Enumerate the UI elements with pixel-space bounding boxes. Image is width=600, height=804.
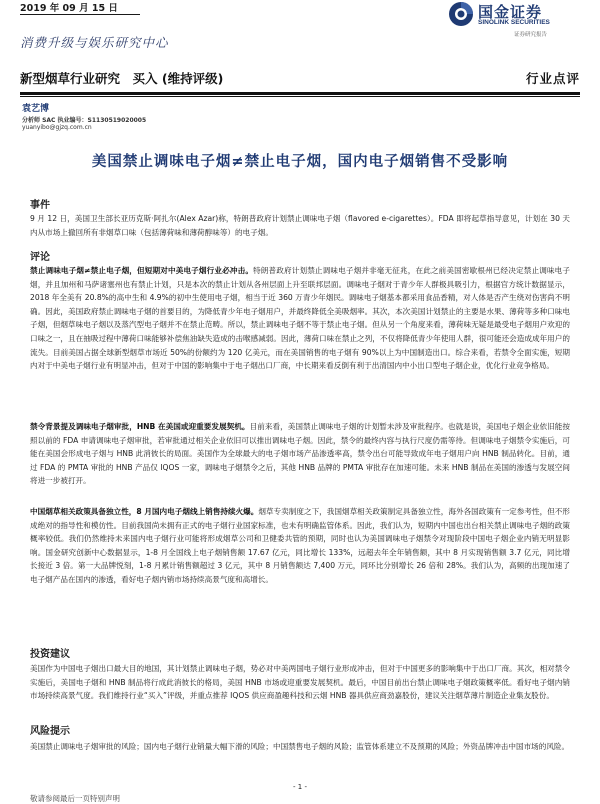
brand-logo-icon	[448, 1, 474, 27]
footer-disclaimer: 敬请参阅最后一页特别声明	[30, 794, 120, 803]
main-title: 美国禁止调味电子烟≠禁止电子烟，国内电子烟销售不受影响	[91, 154, 509, 170]
header-rule-thick	[20, 92, 580, 95]
brand-tagline: 证券研究报告	[514, 32, 548, 38]
paragraph-1-body: 特朗普政府计划禁止调味电子烟并非毫无征兆，在此之前美国密歇根州已经决定禁止调味电子烟，并且加州和马萨诸塞州也有禁止计划，只是本次的禁止计划从各州层面上升至联邦层面。调味电子烟对于青少年人群极具吸引力，根据官方统计数据显示，2018 年全美有 20.8%的高中生和 4.9%的初中生使用电子烟，相当于近 360 万青少年烟民。调味电子烟基本都采用食品香精，对人体是否产生绕对伤害尚不明确。因此，美国政府禁止调味电子烟的首要目的，为降低青少年电子烟用户，并最终降低全美吸烟率。其次，本次美国计划禁止的主要是水果、薄荷等多种口味电子烟，但烟草味电子烟以及蒸汽型电子烟并不在禁止范畴。所以，禁止调味电子烟不等于禁止电子烟。但从另一个角度来看，薄荷味无疑是最受电子烟用户欢迎的口味之一，且在抽吸过程中薄荷口味能够补偿焦油缺失造成的击喉感减弱。因此，薄荷口味在禁止之列，不仅将降低青少年使用人群，很可能还会造成成年用户的流失。目前美国占据全球新型烟草市场近 50%的份额约为 120 亿美元，而在美国销售的电子烟有 90%以上为中国制造出口。综合来看，若禁令全面实施，短期内对于中美电子烟行业有明显冲击，但对于中国的影响集中于电子烟出口厂商，中长期来看反倒有利于出清国内中小出口型电子烟企业，优化行业竞争格局。	[30, 266, 571, 371]
risk-paragraph: 美国禁止调味电子烟审批的风险；国内电子烟行业销量大幅下滑的风险；中国禁售电子烟的风险；监管体系建立不及预期的风险；外资品牌冲击中国市场的风险。	[30, 742, 570, 751]
comment-paragraph-2	[30, 420, 570, 488]
analyst-name: 袁艺博	[22, 104, 50, 114]
investment-paragraph: 美国作为中国电子烟出口最大目的地国，其计划禁止调味电子烟，势必对中美两国电子烟行业形成冲击，但对于中国更多的影响集中于出口厂商。其次，相对禁令实施后，美国电子烟和 HNB 制品将行成此消彼长的格局，美国 HNB 市场或迎重要发展契机。最后，中国目前出台禁止调味电子烟政策概率低。看好电子烟内销市场持续高景气度。我们维持行业“买入”评级，并重点推荐 IQOS 供应商盈趣科技和云烟 HNB 器具供应商劲嘉股份，建议关注烟草薄片制造企业集友股份。	[30, 664, 570, 701]
report-title: 新型烟草行业研究 买入 (维持评级)	[20, 71, 224, 86]
analyst-email[interactable]: yuanyibo@gjzq.com.cn	[22, 124, 92, 131]
paragraph-3-body: 烟草专卖制度之下，我国烟草相关政策制定具备独立性，海外各国政策有一定参考性，但不形成绝对的指导性和模仿性。目前我国尚未拥有正式的电子烟行业国家标准，也未有明确监管体系。因此，我们认为，短期内中国也出台相关禁止调味电子烟的政策概率较低。我们仍然维持未来国内电子烟行业可能将形成烟草公司和卫健委共管的预期，同时也认为美国调味电子烟禁令对现阶段中国电子烟企业内销无明显影响。国金研究创新中心数据显示，1-8 月全国线上电子烟销售额 17.67 亿元，同比增长 133%，远超去年全年销售额，其中 8 月实现销售额 3.7 亿元，同比增长接近 3 倍。第一大品牌悦刻，1-8 月累计销售额超过 3 亿元，其中 8 月销售额达 7,400 万元，同环比分别增长 26 倍和 28%。我们认为，高频的出现加速了电子烟产品在国内的渗透，看好电子烟内销市场持续高景气度和高增长。	[30, 507, 570, 584]
brand-name-en: SINOLINK SECURITIES	[478, 19, 550, 26]
analyst-cert: 分析师 SAC 执业编号：S1130519020005	[22, 117, 147, 124]
brand-logo	[448, 1, 588, 43]
report-date: 2019 年 09 月 15 日	[20, 3, 118, 14]
comment-paragraph-1	[30, 264, 570, 373]
research-center: 消费升级与娱乐研究中心	[20, 35, 169, 50]
page-number: - 1 -	[293, 783, 307, 791]
brand-name-cn: 国金证券	[478, 3, 543, 21]
paragraph-2-body: 目前来看，美国禁止调味电子烟的计划暂未涉及审批程序。也就是说，美国电子烟企业依旧能按照以前的 FDA 申请调味电子烟审批，若审批通过相关企业依旧可以推出调味电子烟。因此，禁令的最终内容与执行尺度仍需等待。但调味电子烟禁令实施后，可能在美国会形成电子烟与 HNB 此消彼长的局面。美国作为全球最大的电子烟市场产品渗透率高，禁令出台可能导致成年电子烟用户向 HNB 制品转化。目前，通过 FDA 的 PMTA 审批的 HNB 产品仅 IQOS 一家，调味电子烟禁令之后，其他 HNB 品牌的 PMTA 审批存在加速可能。未来 HNB 制品在美国的渗透与发展空间将进一步被打开。	[30, 422, 571, 486]
header-rule-thin	[20, 96, 580, 97]
event-paragraph: 9 月 12 日，美国卫生部长亚历克斯·阿扎尔(Alex Azar)称，特朗普政府计划禁止调味电子烟（flavored e-cigarettes）。FDA 即将起草指导意见，计划在 30 天内从市场上撤回所有非烟草口味（包括薄荷味和薄荷醇味等）的电子烟。	[30, 214, 570, 237]
paragraph-3-lead: 中国烟草相关政策具备独立性，8 月国内电子烟线上销售持续火爆。	[30, 507, 259, 516]
section-title-investment: 投资建议	[30, 649, 70, 660]
paragraph-1-lead: 禁止调味电子烟≠禁止电子烟，但短期对中美电子烟行业必冲击。	[30, 266, 254, 275]
paragraph-2-lead: 禁令背景提及调味电子烟审批，HNB 在美国或迎重要发展契机。	[30, 422, 250, 431]
section-title-comment: 评论	[30, 252, 50, 263]
report-header-bar	[20, 66, 580, 88]
section-title-risk: 风险提示	[30, 726, 70, 737]
date-divider	[20, 14, 140, 15]
report-type: 行业点评	[525, 71, 580, 86]
comment-paragraph-3	[30, 505, 570, 587]
section-title-event: 事件	[30, 200, 50, 211]
